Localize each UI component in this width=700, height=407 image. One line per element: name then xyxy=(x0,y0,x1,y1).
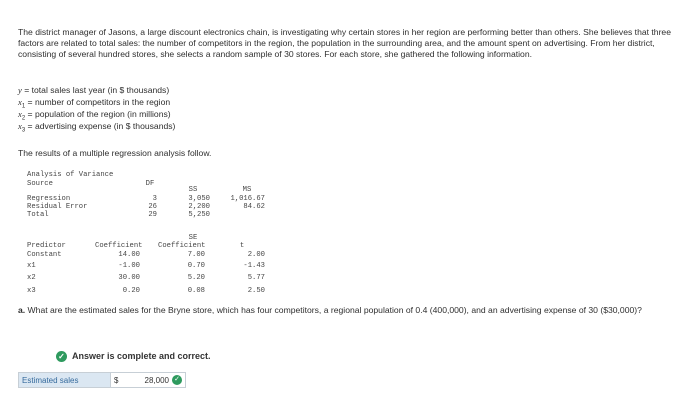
coef-header-se-top: SE xyxy=(188,234,198,242)
coef-row-predictor: x3 xyxy=(27,287,36,295)
anova-row-ss: 2,200 xyxy=(188,203,210,211)
coef-header-se: Coefficient xyxy=(158,242,206,250)
question-a xyxy=(18,305,668,316)
variable-subscript: 2 xyxy=(21,115,26,122)
anova-row-source: Regression xyxy=(27,195,71,203)
anova-header-ms: MS xyxy=(242,186,252,194)
variable-desc: = total sales last year (in $ thousands) xyxy=(21,85,170,95)
answer-status-banner xyxy=(56,346,236,366)
coef-row-predictor: x2 xyxy=(27,274,36,282)
anova-title: Analysis of Variance xyxy=(27,171,114,179)
coef-row-predictor: Constant xyxy=(27,251,62,259)
answer-label: Estimated sales xyxy=(19,373,111,387)
correct-check-icon: ✓ xyxy=(172,375,182,385)
variable-symbol: x xyxy=(18,121,22,131)
anova-row-df: 29 xyxy=(148,211,157,219)
variable-symbol: x xyxy=(18,109,22,119)
coef-row-coefficient: 30.00 xyxy=(118,274,140,282)
anova-row-ss: 5,250 xyxy=(188,211,210,219)
anova-header-source: Source xyxy=(27,180,53,188)
coef-header-coefficient: Coefficient xyxy=(95,242,143,250)
variable-desc: = population of the region (in millions) xyxy=(25,109,171,119)
coef-row-t: 2.00 xyxy=(247,251,265,259)
variable-symbol: y xyxy=(18,85,22,95)
coef-row-coefficient: -1.00 xyxy=(118,262,140,270)
coef-row-coefficient: 0.20 xyxy=(122,287,140,295)
coef-row-se: 0.08 xyxy=(187,287,205,295)
anova-header-df: DF xyxy=(145,180,155,188)
answer-row xyxy=(18,372,186,388)
coef-row-se: 7.00 xyxy=(187,251,205,259)
coef-row-se: 0.70 xyxy=(187,262,205,270)
coef-header-predictor: Predictor xyxy=(27,242,66,250)
intro-paragraph: The district manager of Jasons, a large discount electronics chain, is investigating why certain stores in her region are performing better than others. She believes that three factors are related to total sales: the number of competitors in the region, the population in the surrounding area, and the amount spent on advertising. From her district, consisting of several hundred stores, she selects a random sample of 30 stores. For each store, she gathered the following information. xyxy=(18,27,671,59)
coef-header-t: t xyxy=(239,242,245,250)
variable-desc: = number of competitors in the region xyxy=(25,97,171,107)
variable-desc: = advertising expense (in $ thousands) xyxy=(25,121,176,131)
coef-row-coefficient: 14.00 xyxy=(118,251,140,259)
variable-subscript: 1 xyxy=(21,103,26,110)
estimated-sales-field[interactable] xyxy=(111,373,185,387)
anova-row-ms: 84.62 xyxy=(243,203,265,211)
anova-row-df: 3 xyxy=(152,195,157,203)
coef-row-se: 5.20 xyxy=(187,274,205,282)
anova-header-ss: SS xyxy=(188,186,198,194)
anova-row-ss: 3,050 xyxy=(188,195,210,203)
anova-row-source: Total xyxy=(27,211,49,219)
question-text: What are the estimated sales for the Bryne store, which has four competitors, a regional population of 0.4 (400,000), and an advertising expense of 30 ($30,000)? xyxy=(25,305,642,315)
coef-row-t: 5.77 xyxy=(247,274,265,282)
anova-row-df: 26 xyxy=(148,203,157,211)
check-circle-icon: ✓ xyxy=(56,351,67,362)
variable-symbol: x xyxy=(18,97,22,107)
answer-status-text: Answer is complete and correct. xyxy=(72,351,211,361)
anova-row-source: Residual Error xyxy=(27,203,88,211)
coef-row-t: -1.43 xyxy=(243,262,265,270)
question-letter: a. xyxy=(18,305,26,315)
variable-subscript: 3 xyxy=(21,127,26,134)
anova-row-ms: 1,016.67 xyxy=(230,195,265,203)
variable-x3 xyxy=(18,121,175,137)
coef-row-predictor: x1 xyxy=(27,262,36,270)
variable-y xyxy=(18,85,169,96)
answer-value[interactable]: 28,000 xyxy=(144,375,169,385)
currency-symbol: $ xyxy=(114,375,119,385)
results-text: The results of a multiple regression analysis follow. xyxy=(18,148,212,158)
coef-row-t: 2.50 xyxy=(247,287,265,295)
